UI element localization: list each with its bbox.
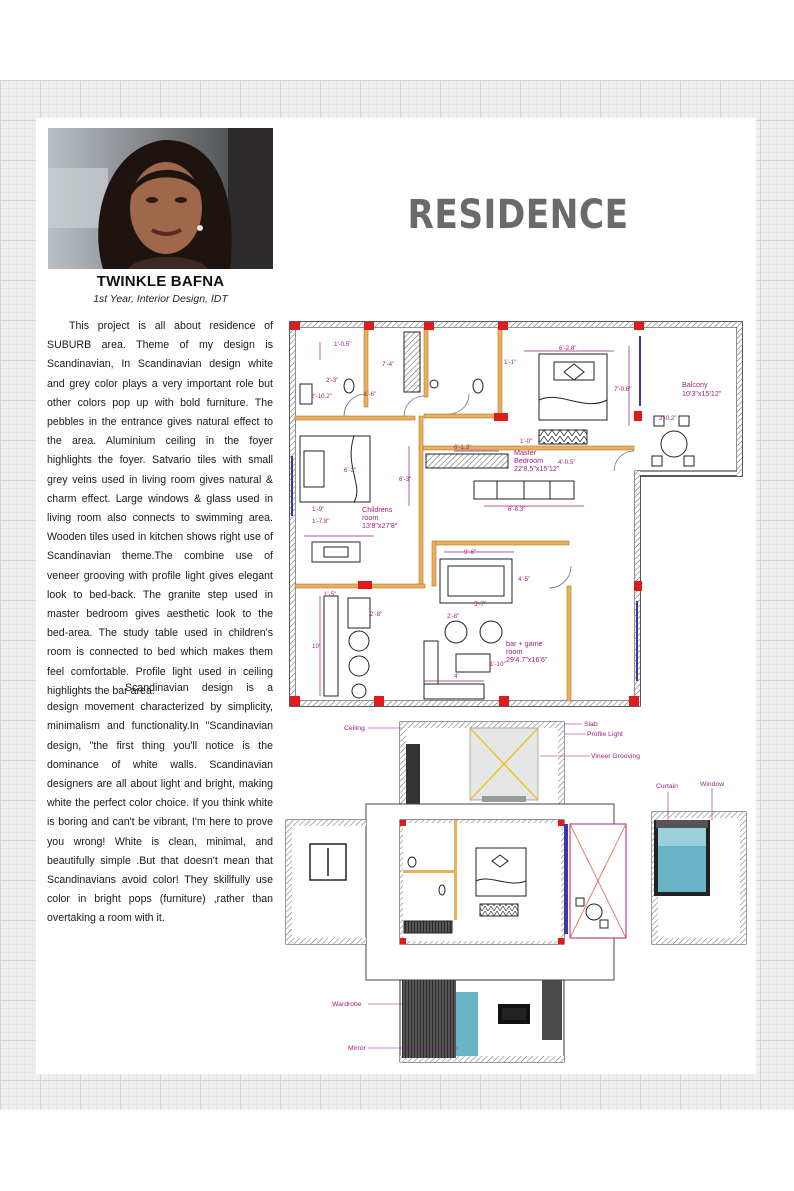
dim-label: 6'-8.3" xyxy=(508,506,526,513)
wardrobe-label: Wardrobe xyxy=(332,1001,362,1008)
dim-label: 1'-7.8" xyxy=(312,518,330,525)
dim-label: 4'-0.5" xyxy=(558,459,576,466)
dim-label: 1'-9" xyxy=(312,506,325,513)
portrait-photo xyxy=(48,128,273,269)
dim-label: 9'-6" xyxy=(464,549,477,556)
student-name: TWINKLE BAFNA xyxy=(96,273,225,290)
dim-label: 2'-10.2" xyxy=(311,393,332,400)
window-label: Window xyxy=(700,781,725,788)
master-bedroom-label-2: Bedroom xyxy=(514,456,544,465)
dim-label: 2'-3" xyxy=(326,377,339,384)
profile-light-label: Profile Light xyxy=(587,731,623,738)
dim-label: 4' xyxy=(454,673,459,680)
dim-label: 5'-7" xyxy=(474,601,487,608)
dim-label: 1'-10" xyxy=(490,661,506,668)
student-course: 1st Year, Interior Design, IDT xyxy=(93,293,228,305)
dim-label: 6'-2.8" xyxy=(559,345,577,352)
slab-label: Slab xyxy=(584,721,598,728)
dim-label: 2'-8" xyxy=(370,611,383,618)
veneer-grooving-label: Vineer Grooving xyxy=(591,753,640,760)
description-paragraph-1: This project is all about residence of SUBURB area. Theme of my design is Scandinavian, In Scandinavian design white and grey color plays a very important role but other colors pop up with bold furniture. The pebbles in the entrance gives natural effect to the area. Aluminium ceiling in the foyer highlights the foyer. Satvario tiles with small grey veins used in living room gives natural & charm effect. Large windows & glass used in living room also connects to swimming area. Wooden tiles used in kitchen shows right use of Scandinavian theme.The combine use of veneer grooving with profile light gives elegant look to bed-back. The granite step used in master bedroom gives aesthetic look to the bed-area. The study table used in children's room is connected to bed which makes them feel comfortable. Profile light used in ceiling highlights the bar area. xyxy=(47,320,273,697)
balcony-label: Balcony xyxy=(682,380,708,389)
ceiling-elevation-views xyxy=(284,716,748,1064)
dim-label: 4'-5" xyxy=(518,576,531,583)
dim-label: 1'-6" xyxy=(364,391,377,398)
balcony-size: 10'3"x15'12" xyxy=(682,389,722,398)
page-title: RESIDENCE xyxy=(407,192,629,238)
children-room-label: Childrens xyxy=(362,505,393,514)
dim-label: 3'-0.2" xyxy=(659,415,677,422)
dim-label: 2'-8" xyxy=(447,613,460,620)
dim-label: 7'-4" xyxy=(382,361,395,368)
mirror-label: Mirror xyxy=(348,1045,366,1052)
bar-room-size: 29'4.7"x16'6" xyxy=(506,655,548,664)
dim-label: 1'-5" xyxy=(324,591,337,598)
dim-label: 6'-3" xyxy=(344,467,357,474)
ceiling-label: Ceiling xyxy=(344,725,365,732)
floor-plan xyxy=(284,316,748,712)
children-room-label-2: room xyxy=(362,513,379,522)
bar-room-label-2: room xyxy=(506,647,523,656)
curtain-label: Curtain xyxy=(656,783,678,790)
bar-room-label: bar + game xyxy=(506,639,543,648)
master-bedroom-label: Master xyxy=(514,448,536,457)
dim-label: 6'-3" xyxy=(399,476,412,483)
dim-label: 6'-1.3" xyxy=(454,444,472,451)
dim-label: 1'-1" xyxy=(504,359,517,366)
dim-label: 7'-0.6" xyxy=(614,386,632,393)
dim-label: 10' xyxy=(312,643,321,650)
children-room-size: 13'8"x27'8" xyxy=(362,521,398,530)
dim-label: 1'-0" xyxy=(520,438,533,445)
description-paragraph-2: Scandinavian design is a design movement characterized by simplicity, minimalism and functionality.In "Scandinavian design, "the first thing you'll notice is the dominance of white walls. Scandinavian designers are all about light and bright, making white the perfect color choice. If you think white is boring and can't be vibrant, I'm here to prove you wrong! White is clean, minimal, and beautifully simple .But that doesn't mean that Scandinavians avoid color! They skillfully use color in bright pops (furniture) ,rather than overtaking a room with it. xyxy=(47,682,273,925)
master-bedroom-size: 22'8.5"x15'12" xyxy=(514,464,560,473)
dim-label: 1'-0.5" xyxy=(334,341,352,348)
